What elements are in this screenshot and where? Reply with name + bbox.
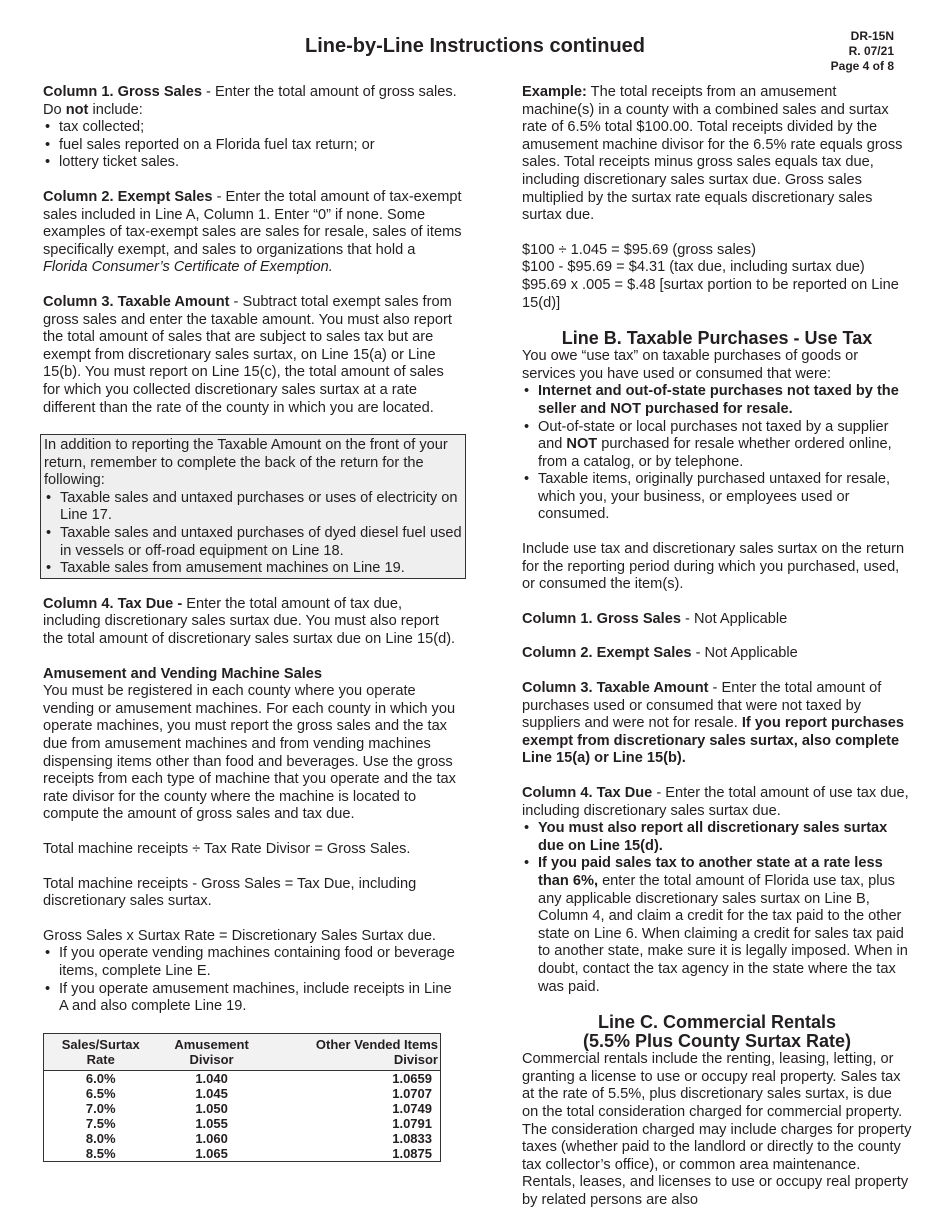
column1-list bbox=[43, 119, 463, 172]
table-cell: 1.0659 bbox=[392, 1070, 432, 1086]
table-row bbox=[44, 1070, 441, 1086]
line-b-list bbox=[522, 383, 912, 524]
amusement-list bbox=[43, 945, 463, 1015]
list-item: • lottery ticket sales. bbox=[43, 154, 463, 172]
amusement-text: You must be registered in each county where you operate vending or amusement machines. For each county in which you operate machines, you must report the gross sales and the tax due from amusement machines and from vending machines dispensing items other than food and beverages. Use the gross receipts from each type of machine that you operate and the tax rate divisor for the county where the machine is located to compute the amount of gross sales and tax due. bbox=[43, 683, 456, 823]
column1-section bbox=[43, 84, 463, 119]
list-item: • fuel sales reported on a Florida fuel tax return; or bbox=[43, 137, 463, 155]
line-c-text: Commercial rentals include the renting, leasing, letting, or granting a license to use or occupy real property. Sales tax at the rate of 5.5%, plus discretionary sales surtax, is due on the total consideration charged for commercial property. The consideration charged may include charges for property taxes (whether paid to the landlord or directly to the county tax collector’s office), or common area maintenance. Rentals, leases, and licenses to use or occupy real property by related persons are also bbox=[522, 1051, 912, 1208]
table-row bbox=[44, 1131, 441, 1146]
heading: Column 4. Tax Due - bbox=[43, 595, 183, 612]
list-item: • You must also report all discretionary sales surtax due on Line 15(d). bbox=[522, 820, 912, 855]
column3-section bbox=[43, 294, 463, 417]
table-cell: 8.0% bbox=[85, 1130, 116, 1146]
right-column bbox=[522, 84, 912, 1209]
table-cell: 1.0791 bbox=[392, 1115, 432, 1131]
b-column4-list bbox=[522, 820, 912, 996]
text: - Enter the total amount of gross sales. Do bbox=[43, 84, 457, 118]
formula-2: Total machine receipts - Gross Sales = Tax Due, including discretionary sales surtax. bbox=[43, 875, 417, 910]
table-cell: 1.065 bbox=[195, 1145, 228, 1161]
heading: Column 1. Gross Sales bbox=[43, 84, 202, 100]
formula-1: Total machine receipts ÷ Tax Rate Divisor = Gross Sales. bbox=[43, 840, 411, 857]
b-column2: Column 2. Exempt Sales - Not Applicable bbox=[522, 645, 798, 662]
list-item: • If you operate amusement machines, include receipts in Line A and also complete Line 19. bbox=[43, 981, 463, 1016]
left-column bbox=[43, 84, 463, 1162]
reminder-box bbox=[40, 434, 466, 579]
table-cell: 6.5% bbox=[85, 1085, 116, 1101]
heading: Example: bbox=[522, 84, 587, 100]
b-column1: Column 1. Gross Sales - Not Applicable bbox=[522, 610, 788, 627]
table-cell: 6.0% bbox=[85, 1070, 116, 1086]
line-b-heading: Line B. Taxable Purchases - Use Tax bbox=[561, 328, 873, 349]
table-row bbox=[44, 1101, 441, 1116]
list-item: • Internet and out-of-state purchases not taxed by the seller and NOT purchased for resale. bbox=[522, 383, 912, 418]
table-row bbox=[44, 1116, 441, 1131]
text: not bbox=[65, 101, 89, 118]
form-number: DR-15N bbox=[850, 29, 894, 43]
text: include: bbox=[88, 101, 143, 118]
column-header: Other Vended Items Divisor bbox=[266, 1033, 441, 1070]
table-row bbox=[44, 1146, 441, 1162]
calculation bbox=[522, 242, 912, 312]
divisor-table bbox=[43, 1033, 441, 1162]
column2-section bbox=[43, 189, 463, 277]
calc-line: $95.69 x .005 = $.48 [surtax portion to be reported on Line 15(d)] bbox=[522, 276, 899, 311]
table-cell: 7.0% bbox=[85, 1100, 116, 1116]
list-item: • If you paid sales tax to another state at a rate less than 6%, enter the total amount of Florida use tax, plus any applicable discretionary sales surtax on Line B, Column 4, and claim a credit for the tax paid to the other state on Line 6. When claiming a credit for sales tax paid to another state, make sure it is legally imposed. When in doubt, contact the tax agency in the state where the tax was paid. bbox=[522, 855, 912, 996]
column-header: Amusement Divisor bbox=[157, 1033, 265, 1070]
page-number: Page 4 of 8 bbox=[830, 59, 894, 73]
b-column4: Column 4. Tax Due - Enter the total amount of use tax due, including discretionary sales surtax due. bbox=[522, 785, 909, 819]
text: Florida Consumer’s Certificate of Exemption. bbox=[43, 259, 333, 276]
form-revision: R. 07/21 bbox=[848, 44, 894, 58]
column4-section bbox=[43, 596, 463, 649]
text: - Enter the total amount of tax-exempt sales included in Line A, Column 1. Enter “0” if none. Some examples of tax-exempt sales are sales for resale, sales of items specifically exempt, and sales to organizations that hold a bbox=[43, 188, 462, 258]
list-item: • Out-of-state or local purchases not taxed by a supplier and NOT purchased for resale whether ordered online, from a catalog, or by telephone. bbox=[522, 419, 912, 472]
line-b-intro: You owe “use tax” on taxable purchases of goods or services you have used or consumed that were: bbox=[522, 348, 859, 382]
line-b-include: Include use tax and discretionary sales surtax on the return for the reporting period during which you purchased, used, or consumed the item(s). bbox=[522, 541, 905, 593]
line-c-heading: Line C. Commercial Rentals (5.5% Plus County Surtax Rate) bbox=[582, 1012, 852, 1052]
example-section bbox=[522, 84, 912, 225]
list-item: • If you operate vending machines containing food or beverage items, complete Line E. bbox=[43, 945, 463, 980]
table-cell: 1.0875 bbox=[392, 1145, 432, 1161]
column-header: Sales/Surtax Rate bbox=[44, 1033, 158, 1070]
heading: Column 2. Exempt Sales bbox=[43, 188, 213, 205]
reminder-text: In addition to reporting the Taxable Amount on the front of your return, remember to complete the back of the return for the following: bbox=[44, 437, 448, 489]
table-cell: 8.5% bbox=[85, 1145, 116, 1161]
table-cell: 1.0833 bbox=[392, 1130, 432, 1146]
form-id bbox=[831, 29, 894, 74]
table-cell: 1.050 bbox=[195, 1100, 228, 1116]
heading: Column 3. Taxable Amount bbox=[43, 293, 230, 310]
table-cell: 1.055 bbox=[195, 1115, 228, 1131]
text: Enter the total amount of tax due, including discretionary sales surtax due. You must also report the total amount of discretionary sales surtax due on Line 15(d). bbox=[43, 595, 456, 648]
list-item: • Taxable sales and untaxed purchases of dyed diesel fuel used in vessels or off-road equipment on Line 18. bbox=[44, 525, 462, 560]
text: The total receipts from an amusement machine(s) in a county with a combined sales and surtax rate of 6.5% total $100.00. Total receipts divided by the amusement machine divisor for the 6.5% rate equals gross sales. Total receipts minus gross sales equals tax due, including discretionary sales surtax due. Gross sales multiplied by the surtax rate equals discretionary sales surtax due. bbox=[522, 84, 903, 224]
table-cell: 1.040 bbox=[195, 1070, 228, 1086]
reminder-list bbox=[44, 490, 462, 578]
table-row bbox=[44, 1086, 441, 1101]
formula-3: Gross Sales x Surtax Rate = Discretionary Sales Surtax due. bbox=[43, 927, 436, 944]
list-item: • tax collected; bbox=[43, 119, 463, 137]
table-cell: 1.045 bbox=[195, 1085, 228, 1101]
table-cell: 1.0749 bbox=[392, 1100, 432, 1116]
list-item: • Taxable sales from amusement machines on Line 19. bbox=[44, 560, 462, 578]
table-cell: 1.060 bbox=[195, 1130, 228, 1146]
calc-line: $100 - $95.69 = $4.31 (tax due, including surtax due) bbox=[522, 259, 865, 276]
text: - Subtract total exempt sales from gross sales and enter the taxable amount. You must also report the total amount of sales that are subject to sales tax but are exempt from discretionary sales surtax, on Line 15(a) or Line 15(b). You must report on Line 15(c), the total amount of sales for which you collected discretionary sales surtax at a rate different than the rate of the county in which you are located. bbox=[43, 293, 452, 416]
list-item: • Taxable sales and untaxed purchases or uses of electricity on Line 17. bbox=[44, 490, 462, 525]
table-cell: 1.0707 bbox=[392, 1085, 432, 1101]
calc-line: $100 ÷ 1.045 = $95.69 (gross sales) bbox=[522, 241, 756, 258]
page-title: Line-by-Line Instructions continued bbox=[305, 35, 645, 57]
list-item: • Taxable items, originally purchased untaxed for resale, which you, your business, or employees used or consumed. bbox=[522, 471, 912, 524]
amusement-heading: Amusement and Vending Machine Sales bbox=[43, 665, 322, 682]
table-cell: 7.5% bbox=[85, 1115, 116, 1131]
b-column3: Column 3. Taxable Amount - Enter the total amount of purchases used or consumed that were not taxed by suppliers and were not for resale. If you report purchases exempt from discretionary sales surtax, also complete Line 15(a) or Line 15(b). bbox=[522, 680, 905, 767]
